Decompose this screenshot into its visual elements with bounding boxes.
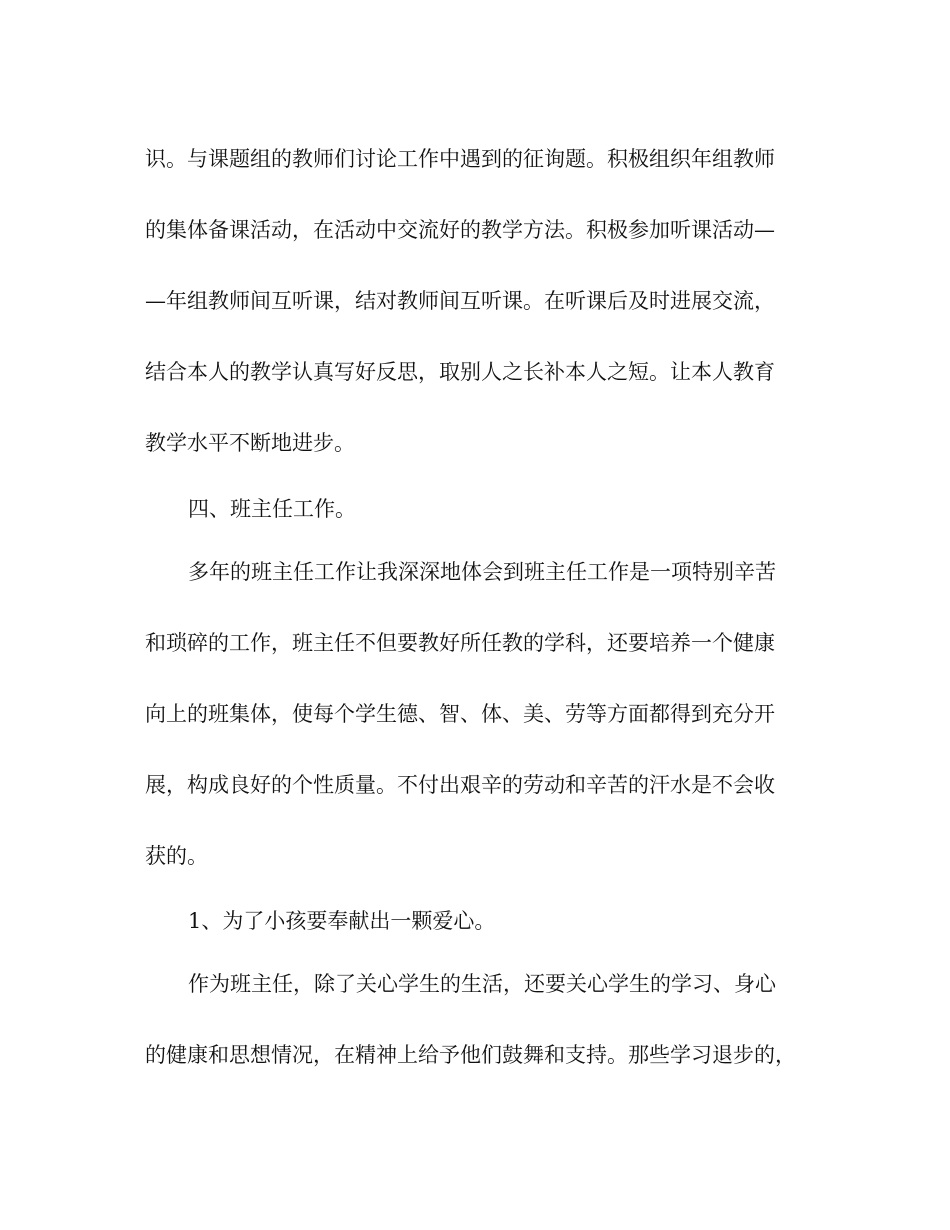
text-line-8: 和琐碎的工作，班主任不但要教好所任教的学科，还要培养一个健康 xyxy=(145,631,775,655)
text-line-5: 教学水平不断地进步。 xyxy=(145,431,355,455)
text-line-3: —年组教师间互听课，结对教师间互听课。在听课后及时进展交流， xyxy=(145,289,775,313)
text-line-1: 识。与课题组的教师们讨论工作中遇到的征询题。积极组织年组教师 xyxy=(145,147,775,171)
text-line-10: 展，构成良好的个性质量。不付出艰辛的劳动和辛苦的汗水是不会收 xyxy=(145,773,775,797)
text-line-2: 的集体备课活动，在活动中交流好的教学方法。积极参加听课活动— xyxy=(145,218,775,242)
text-line-4: 结合本人的教学认真写好反思，取别人之长补本人之短。让本人教育 xyxy=(145,360,775,384)
text-line-7: 多年的班主任工作让我深深地体会到班主任工作是一项特别辛苦 xyxy=(188,560,776,584)
text-line-9: 向上的班集体，使每个学生德、智、体、美、劳等方面都得到充分开 xyxy=(145,702,775,726)
section-heading: 四、班主任工作。 xyxy=(188,497,356,521)
text-line-14: 的健康和思想情况，在精神上给予他们鼓舞和支持。那些学习退步的， xyxy=(145,1043,796,1067)
subsection-heading: 1、为了小孩要奉献出一颗爱心。 xyxy=(188,909,496,933)
text-line-11: 获的。 xyxy=(145,844,208,868)
text-line-13: 作为班主任，除了关心学生的生活，还要关心学生的学习、身心 xyxy=(188,972,776,996)
